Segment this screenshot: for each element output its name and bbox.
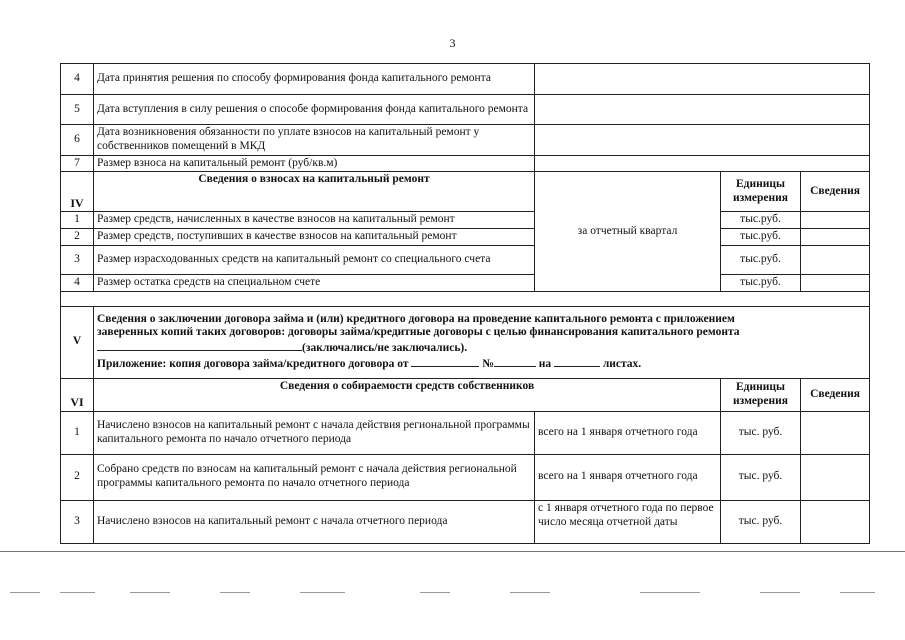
section-iv-title: Сведения о взносах на капитальный ремонт: [94, 172, 535, 212]
page-number: 3: [449, 36, 456, 50]
table-row: [61, 125, 870, 156]
value-cell[interactable]: [801, 245, 870, 274]
section-v-line-4-d: листах.: [602, 358, 642, 371]
table-row: [61, 95, 870, 125]
section-v-line-2: заверенных копий таких договоров: договоры займа/кредитные договоры с целью финансирования капитального ремонта: [97, 326, 740, 339]
row-number: 1: [61, 212, 94, 229]
row-number: 4: [61, 64, 94, 95]
section-vi-header-row: [61, 378, 870, 411]
row-text: Размер взноса на капитальный ремонт (руб/кв.м): [94, 155, 535, 172]
unit-cell: тыс.руб.: [721, 212, 801, 229]
section-iv-period: за отчетный квартал: [535, 172, 721, 291]
section-iv-header-row: [61, 172, 870, 212]
scan-artifact-line: [510, 592, 550, 593]
value-cell[interactable]: [801, 500, 870, 543]
section-v-line-4-b: №: [482, 358, 494, 371]
table-row: [61, 64, 870, 95]
table-row: [61, 212, 870, 229]
section-v-line-4-a: Приложение: копия договора займа/кредитного договора от: [97, 358, 409, 371]
info-header: Сведения: [801, 378, 870, 411]
table-row: [61, 500, 870, 543]
table-row: [61, 411, 870, 454]
row-number: 5: [61, 95, 94, 125]
value-cell[interactable]: [535, 64, 870, 95]
row-number: 2: [61, 229, 94, 246]
row-number: 6: [61, 125, 94, 156]
row-number: 1: [61, 411, 94, 454]
value-cell[interactable]: [801, 411, 870, 454]
unit-cell: тыс. руб.: [721, 454, 801, 500]
scan-artifact-line: [840, 592, 875, 593]
period-cell: всего на 1 января отчетного года: [535, 411, 721, 454]
row-text: Размер израсходованных средств на капитальный ремонт со специального счета: [94, 245, 535, 274]
unit-cell: тыс. руб.: [721, 500, 801, 543]
period-cell: всего на 1 января отчетного года: [535, 454, 721, 500]
row-number: 3: [61, 500, 94, 543]
row-number: 3: [61, 245, 94, 274]
scan-artifact-line: [220, 592, 250, 593]
scan-artifact-line: [760, 592, 800, 593]
unit-cell: тыс. руб.: [721, 411, 801, 454]
table-row: [61, 155, 870, 172]
row-number: 7: [61, 155, 94, 172]
value-cell[interactable]: [801, 212, 870, 229]
section-v-line-4-c: на: [538, 358, 552, 371]
row-text: Собрано средств по взносам на капитальный ремонт с начала действия региональной программы капитального ремонта по начало отчетного периода: [94, 454, 535, 500]
unit-cell: тыс.руб.: [721, 229, 801, 246]
value-cell[interactable]: [801, 454, 870, 500]
date-blank-field[interactable]: [411, 356, 479, 367]
row-text: Начислено взносов на капитальный ремонт с начала отчетного периода: [94, 500, 535, 543]
row-text: Дата вступления в силу решения о способе формирования фонда капитального ремонта: [94, 95, 535, 125]
unit-header: Единицы измерения: [721, 172, 801, 212]
row-text: Размер средств, поступивших в качестве взносов на капитальный ремонт: [94, 229, 535, 246]
table-row: [61, 274, 870, 291]
row-text: Размер средств, начисленных в качестве взносов на капитальный ремонт: [94, 212, 535, 229]
value-cell[interactable]: [535, 155, 870, 172]
section-v-line-1: Сведения о заключении договора займа и (или) кредитного договора на проведение капитального ремонта с приложением: [97, 312, 735, 325]
row-text: Размер остатка средств на специальном счете: [94, 274, 535, 291]
page-bottom-rule: [0, 551, 905, 552]
scan-artifact-line: [300, 592, 345, 593]
value-cell[interactable]: [801, 229, 870, 246]
row-number: 2: [61, 454, 94, 500]
period-cell: с 1 января отчетного года по первое число месяца отчетной даты: [535, 500, 721, 543]
scan-artifact-line: [60, 592, 95, 593]
table-row: [61, 229, 870, 246]
value-cell[interactable]: [535, 125, 870, 156]
sheets-blank-field[interactable]: [554, 356, 600, 367]
table-row: [61, 454, 870, 500]
info-header: Сведения: [801, 172, 870, 212]
unit-cell: тыс.руб.: [721, 245, 801, 274]
scan-artifact-line: [420, 592, 450, 593]
row-text: Дата принятия решения по способу формирования фонда капитального ремонта: [94, 64, 535, 95]
scan-artifact-line: [130, 592, 170, 593]
scan-artifact-line: [640, 592, 700, 593]
row-text: Начислено взносов на капитальный ремонт с начала действия региональной программы капитального ремонта по начало отчетного периода: [94, 411, 535, 454]
row-text: Дата возникновения обязанности по уплате взносов на капитальный ремонт у собственников помещений в МКД: [94, 125, 535, 156]
capital-repair-form-table: [60, 63, 870, 544]
row-number: 4: [61, 274, 94, 291]
section-v-line-3: [97, 340, 866, 356]
section-v-line-3-text: (заключались/не заключались).: [302, 342, 468, 355]
section-iv-roman: IV: [61, 172, 94, 212]
number-blank-field[interactable]: [494, 356, 536, 367]
section-v-roman: V: [61, 306, 94, 378]
section-vi-roman: VI: [61, 378, 94, 411]
unit-header: Единицы измерения: [721, 378, 801, 411]
value-cell[interactable]: [535, 95, 870, 125]
section-v-text: [94, 306, 870, 378]
section-vi-title: Сведения о собираемости средств собственников: [94, 378, 721, 411]
spacer-row: [61, 291, 870, 306]
unit-cell: тыс.руб.: [721, 274, 801, 291]
scan-artifact-line: [10, 592, 40, 593]
section-v-line-4: [97, 356, 866, 372]
table-row: [61, 245, 870, 274]
value-cell[interactable]: [801, 274, 870, 291]
section-v-row: [61, 306, 870, 378]
spacer-cell: [61, 291, 870, 306]
blank-field[interactable]: [97, 340, 302, 351]
